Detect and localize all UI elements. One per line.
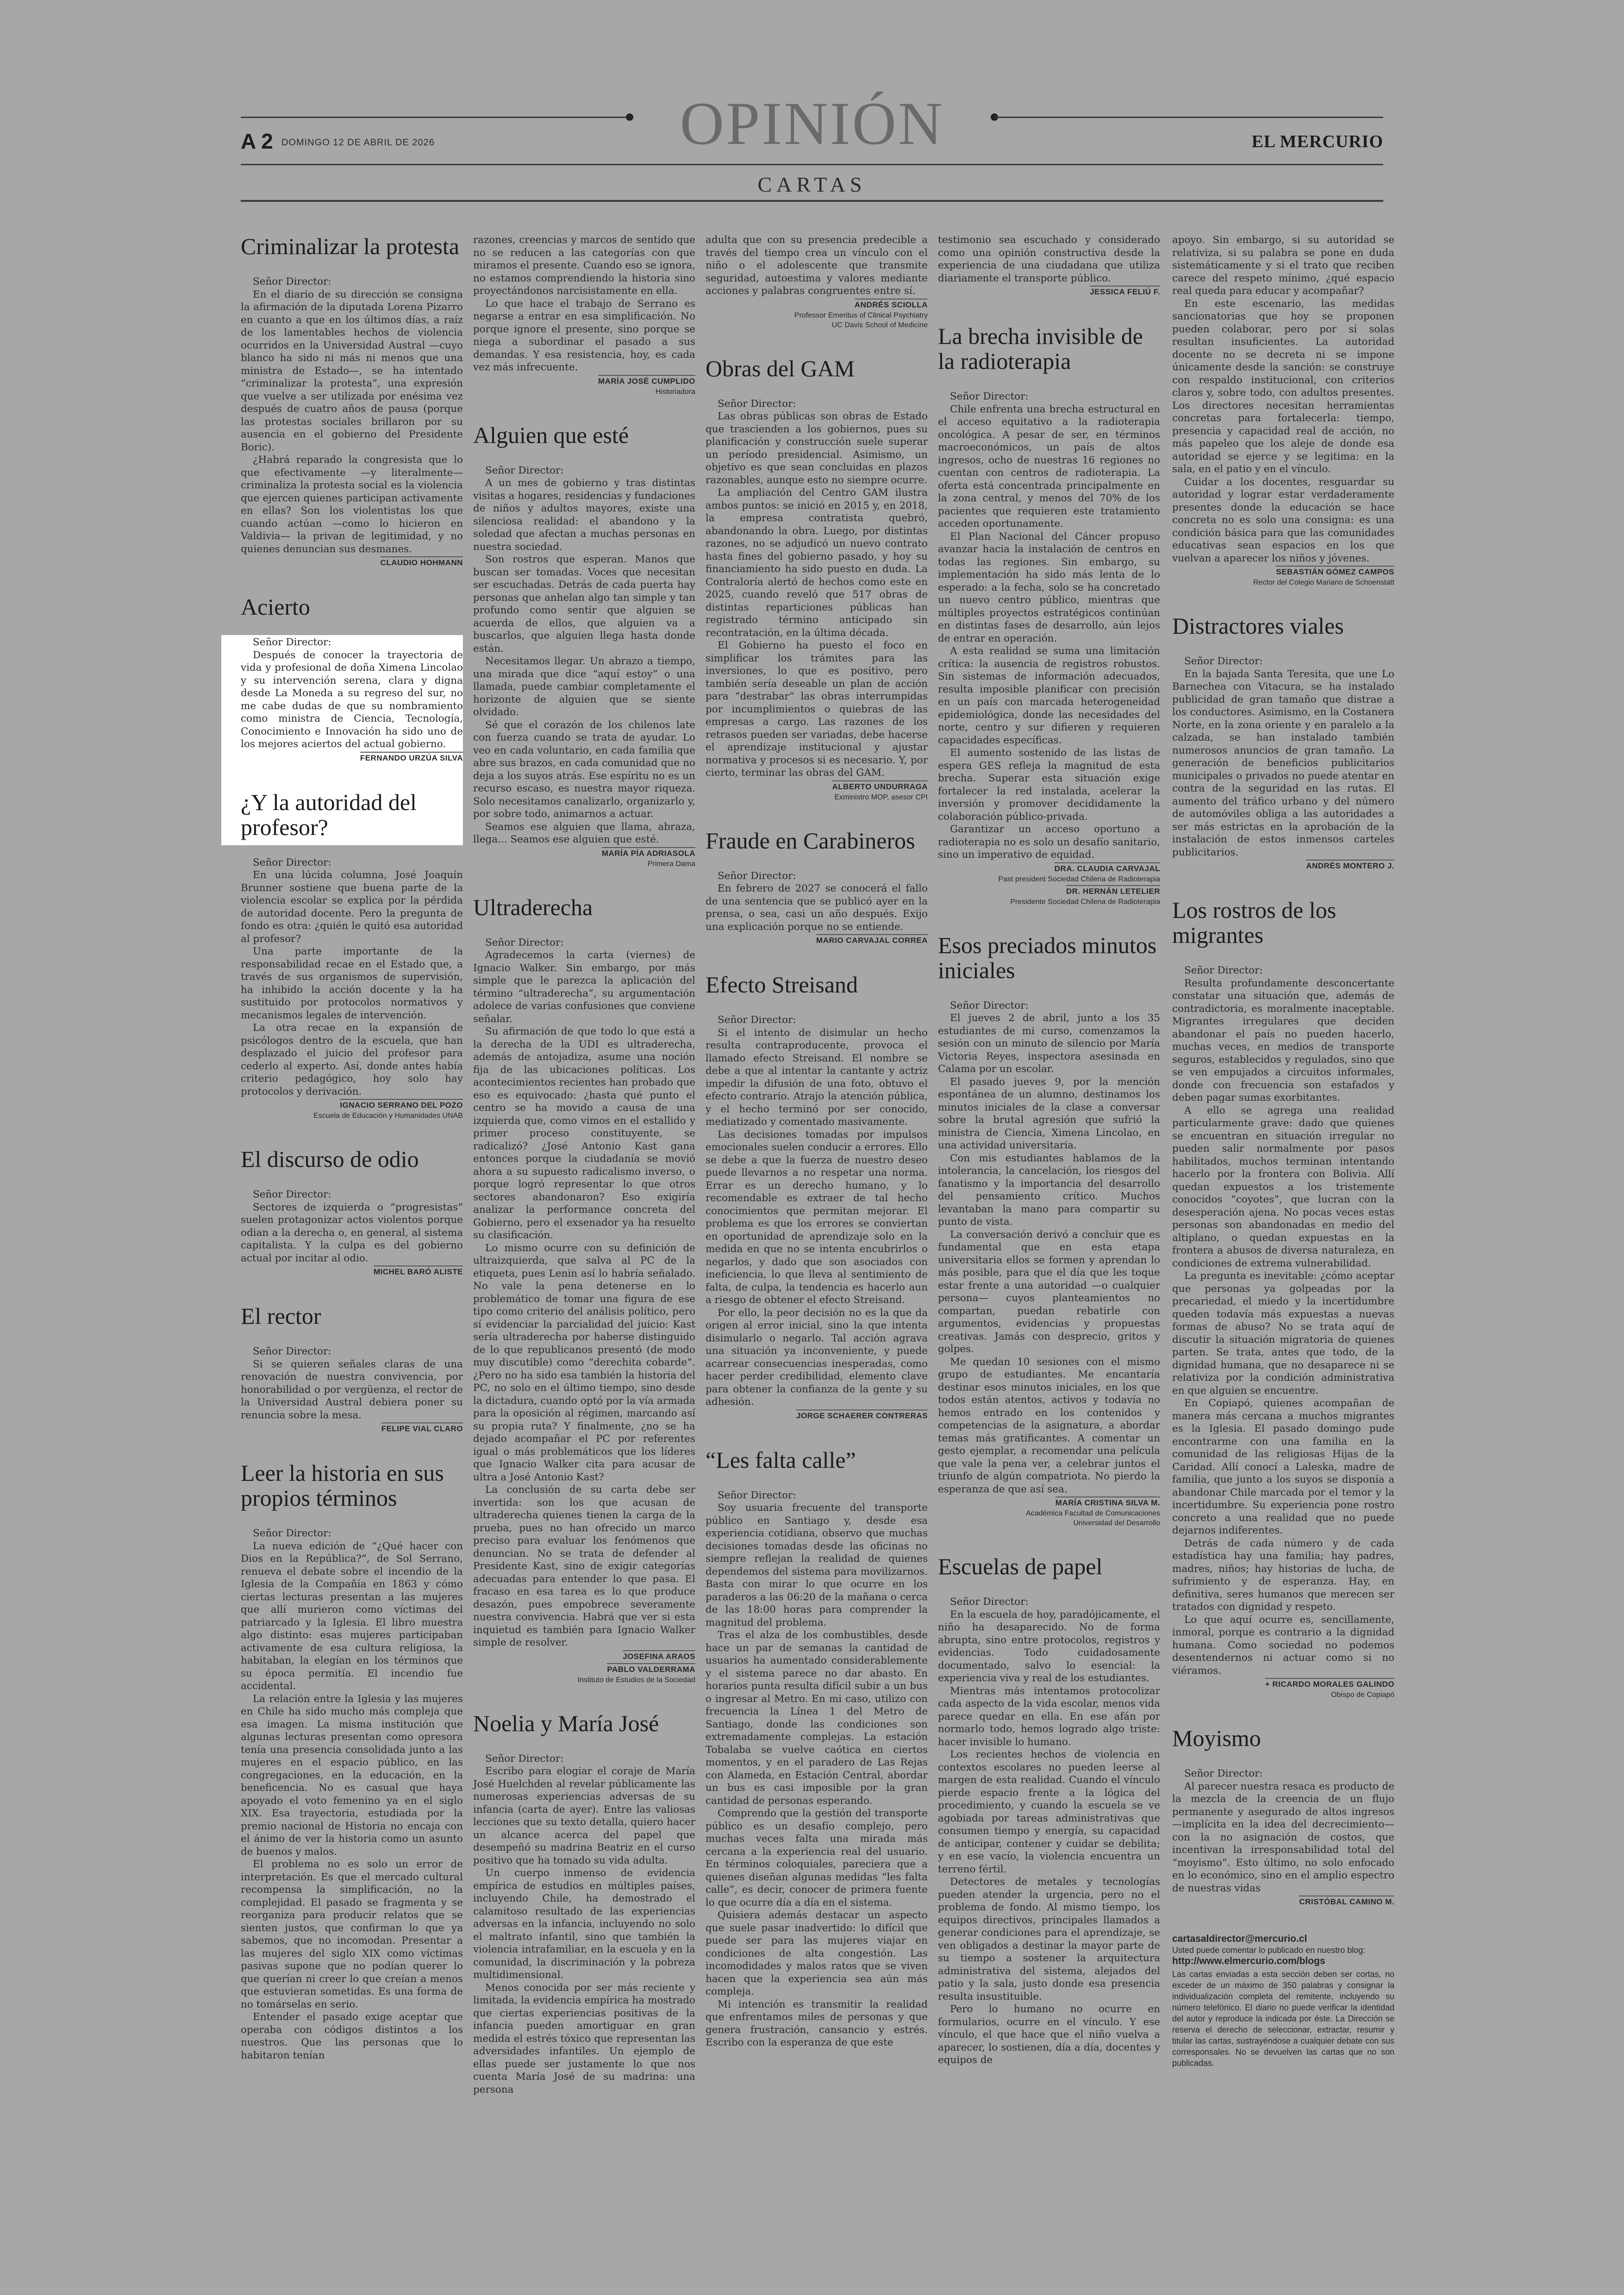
letter-brecha-radioterapia bbox=[938, 324, 1160, 907]
letter-title: Noelia y María José bbox=[473, 1710, 659, 1736]
salutation: Señor Director: bbox=[718, 398, 796, 410]
paragraph: Las obras públicas son obras de Estado que trascienden a los gobiernos, pues su planificación y construcción suele superar un período presidencial. Asimismo, un objetivo es que sean concluidas en plazos razonables, aunque esto no siempre ocurre. bbox=[706, 411, 928, 486]
paragraph: Los recientes hechos de violencia en contextos escolares no pueden leerse al margen de esta realidad. Cuando el vínculo pierde espacio frente a la lógica del procedimiento, y cuando la escuela se ve agobiada por tareas administrativas que consumen tiempo y energía, su capacidad de anticipar, contener y cuidar se debilita; y en ese vacío, la violencia encuentra un terreno fértil. bbox=[938, 1749, 1160, 1875]
paragraph: Al parecer nuestra resaca es producto de la mezcla de la creencia de un flujo permanente y asegurado de altos ingresos —implícita en la idea del decrecimiento— con la no asignación de costos, que incentivan la irresponsabilidad total del “moyismo”. Esto último, no solo enfocado en lo económico, sino en el amplio espectro de nuestras vidas bbox=[1172, 1780, 1394, 1894]
signature: FERNANDO URZÚA SILVA bbox=[241, 753, 463, 764]
signature: MARIO CARVAJAL CORREA bbox=[706, 935, 928, 946]
paragraph: El aumento sostenido de las listas de espera GES refleja la magnitud de esta brecha. Superar esta situación exige fortalecer la red instalada, acelerar la inversión y promover decididamente la colaboración público-privada. bbox=[938, 747, 1160, 823]
paragraph: La relación entre la Iglesia y las mujeres en Chile ha sido mucho más compleja que esa imagen. La misma institución que algunas lecturas presentan como opresora tenía una presencia consolidada junto a las mujeres en el espacio público, en las congregaciones, en la educación, en la beneficencia. No es casual que haya apoyado el voto femenino ya en el siglo XIX. Esa trayectoria, estudiada por la premio nacional de Historia no encaja con el ánimo de ver la historia como un asunto de buenos y malos. bbox=[241, 1693, 463, 1858]
signer-role: Exministro MOP, asesor CPI bbox=[834, 793, 928, 801]
paragraph: Agradecemos la carta (viernes) de Ignacio Walker. Sin embargo, por más simple que le parezca la aplicación del término “ultraderecha”, su argumentación adolece de varias confusiones que conviene señalar. bbox=[473, 949, 695, 1025]
masthead: OPINIÓN bbox=[680, 89, 944, 157]
paragraph: A ello se agrega una realidad particularmente grave: dado que quienes se encuentran en situación irregular no pueden salir normalmente por pasos habilitados, muchos terminan intentando hacerlo por la frontera con Bolivia. Allí quedan expuestos a los tristemente conocidos “coyotes”, que lucran con la desesperación ajena. No pocas veces estas personas son abandonadas en medio del altiplano, o quedan expuestas en la frontera a abusos de diversa naturaleza, en condiciones de extrema vulnerabilidad. bbox=[1172, 1104, 1394, 1269]
signer-role: Académica Facultad de Comunicaciones bbox=[1026, 1509, 1160, 1517]
paragraph: Soy usuaria frecuente del transporte público en Santiago y, desde esa experiencia cotidiana, observo que muchas decisiones tomadas desde las oficinas no siempre reflejan la realidad de quienes dependemos del sistema para movilizarnos. Basta con mirar lo que ocurre en los paraderos a las 06:20 de la mañana o cerca de las 18:00 horas para comprender la magnitud del problema. bbox=[706, 1502, 928, 1628]
salutation: Señor Director: bbox=[485, 936, 564, 948]
paragraph: Las decisiones tomadas por impulsos emocionales suelen conducir a errores. Ello se debe a que la fuerza de nuestro deseo puede llevarnos a no respetar una norma. Errar es un derecho humano, y lo recomendable es extraer de tal hecho conocimientos que permitan mejorar. El problema es que los errores se conviertan en oportunidad de aprendizaje solo en la medida en que no se intenta encubrirlos o negarlos, y dado que son asociados con ineficiencia, lo que lleva al sentimiento de falta, de culpa, la tendencia es hacerlo aun a riesgo de obtener el efecto Streisand. bbox=[706, 1129, 928, 1306]
signer-role: Primera Dama bbox=[647, 860, 695, 868]
signature: ANDRÉS SCIOLLA bbox=[706, 299, 928, 311]
paragraph: Detrás de cada número y de cada estadística hay una familia; hay padres, madres, niños; hay historias de lucha, de sufrimiento y de esperanza. Hay, en definitiva, seres humanos que merecen ser tratados con dignidad y respeto. bbox=[1172, 1537, 1394, 1613]
paragraph: En febrero de 2027 se conocerá el fallo de una sentencia que se publicó ayer en la prensa, o sea, casi un año después. Exijo una explicación porque no se entiende. bbox=[706, 883, 928, 933]
signature: MARÍA JOSÉ CUMPLIDO bbox=[473, 376, 695, 387]
letter-title: Efecto Streisand bbox=[706, 972, 858, 998]
paragraph: Detectores de metales y tecnologías pueden atender la urgencia, pero no el problema de fondo. Al mismo tiempo, los equipos directivos, principales llamados a generar condiciones para el aprendizaje, se ven obligados a destinar la mayor parte de su tiempo a sostener la arquitectura administrativa del sistema, alejados del patio y la sala, justo donde esa presencia resulta insustituible. bbox=[938, 1876, 1160, 2002]
paragraph: A esta realidad se suma una limitación crítica: la ausencia de registros robustos. Sin sistemas de información adecuados, resulta imposible planificar con precisión en un país con marcada heterogeneidad epidemiológica, donde las necesidades del norte, centro y sur difieren y requieren capacidades específicas. bbox=[938, 645, 1160, 746]
signer-role: Presidente Sociedad Chilena de Radioterapia bbox=[1010, 898, 1160, 906]
paragraph: En la bajada Santa Teresita, que une Lo Barnechea con Vitacura, se ha instalado publicidad de gran tamaño que distrae a los conductores. Asimismo, en la Costanera Norte, en la zona oriente y en paralelo a la calzada, se han instalado también numerosos anuncios de gran tamaño. La generación de beneficios publicitarios municipales o privados no puede atentar en contra de la seguridad en las rutas. El aumento del tráfico urbano y del número de automóviles obliga a las autoridades a ser más estrictas en la aprobación de la instalación de estos inmensos carteles publicitarios. bbox=[1172, 668, 1394, 858]
salutation: Señor Director: bbox=[1184, 965, 1263, 976]
paragraph: Cuidar a los docentes, resguardar su autoridad y lograr estar verdaderamente presentes donde la educación se hace concreta no es solo una consigna: es una condición básica para que las comunidades educativas sean espacios en los que vuelvan a aparecer los niños y jóvenes. bbox=[1172, 476, 1394, 564]
signer-role: Professor Emeritus of Clinical Psychiatry bbox=[794, 311, 928, 319]
newspaper-brand: EL MERCURIO bbox=[1251, 132, 1383, 151]
letter-les-falta-calle-cont bbox=[938, 234, 1160, 298]
column-1 bbox=[241, 234, 463, 2088]
paragraph: El pasado jueves 9, por la mención espontánea de un alumno, destinamos los minutos iniciales de la clase a conversar sobre la brutal agresión que sufrió la ministra de Ciencia, Ximena Lincolao, en una actividad universitaria. bbox=[938, 1076, 1160, 1151]
paragraph: La conclusión de su carta debe ser invertida: son los que acusan de ultraderecha quienes tienen la carga de la prueba, pues no han ofrecido un marco preciso para evaluar los fenómenos que denuncian. No se trata de defender al Presidente Kast, sino de exigir categorías adecuadas para entender lo que pasa. El fracaso en esa tarea es lo que produce desazón, pues empobrece severamente nuestra convivencia. Habrá que ver si esta inquietud es también para Ignacio Walker simple de resolver. bbox=[473, 1484, 695, 1648]
letter-minutos-iniciales bbox=[938, 933, 1160, 1528]
paragraph: Me quedan 10 sesiones con el mismo grupo de estudiantes. Me encantaría destinar esos minutos iniciales, en los que todos están atentos, activos y todavía no hemos entrado en los contenidos y competencias de la asignatura, a abordar temas más gratificantes. A comentar un gesto ejemplar, a recomendar una película que vale la pena ver, a celebrar juntos el triunfo de algún compatriota. No pierdo la esperanza de que así sea. bbox=[938, 1356, 1160, 1495]
letter-leer-historia bbox=[241, 1460, 463, 2062]
paragraph: Comprendo que la gestión del transporte público es un desafío complejo, pero muchas veces falta una mirada más cercana a la experiencia real del usuario. En términos coloquiales, pareciera que a quienes diseñan algunas medidas “les falta calle”, es decir, conocer de primera fuente lo que ocurre día a día en el sistema. bbox=[706, 1808, 928, 1908]
paragraph: El Plan Nacional del Cáncer propuso avanzar hacia la instalación de centros en todas las regiones. Sin embargo, su implementación ha sido más lenta de lo esperado: a la fecha, solo se ha concretado un nuevo centro público, mientras que múltiples proyectos estratégicos continúan en distintas fases de desarrollo, aún lejos de entrar en operación. bbox=[938, 530, 1160, 644]
letters-rules: Las cartas enviadas a esta sección deben ser cortas, no exceder de un máximo de 350 palabras y consignar la individualización completa del remitente, incluyendo su número telefónico. El diario no puede verificar la identidad del autor y reproduce la indicada por éste. La Dirección se reserva el derecho de seleccionar, extractar, resumir y titular las cartas, sustrayéndose a cualquier debate con sus corresponsales. No se devuelven las cartas que no son publicadas. bbox=[1172, 1970, 1394, 2068]
salutation: Señor Director: bbox=[718, 1489, 796, 1501]
salutation: Señor Director: bbox=[1184, 655, 1263, 667]
letter-criminalizar bbox=[241, 234, 463, 568]
issue-date: DOMINGO 12 DE ABRIL DE 2026 bbox=[281, 137, 435, 148]
paragraph: Chile enfrenta una brecha estructural en el acceso equitativo a la radioterapia oncológica. A pesar de ser, en términos macroeconómicos, un país de altos ingresos, ocho de nuestras 16 regiones no cuentan con centros de radioterapia. La oferta está concentrada principalmente en la zona central, y menos del 70% de los pacientes que requieren este tratamiento acceden oportunamente. bbox=[938, 403, 1160, 530]
paragraph: En la escuela de hoy, paradójicamente, el niño ha desaparecido. No de forma abrupta, sino entre protocolos, registros y evidencias. Todo cuidadosamente documentado, salvo lo esencial: la experiencia viva y real de los estudiantes. bbox=[938, 1609, 1160, 1684]
paragraph: El Gobierno ha puesto el foco en simplificar los trámites para las inversiones, lo que es positivo, pero también sería deseable un plan de acción para “destrabar” las obras interrumpidas por incumplimientos o quiebras de las empresas a cargo. Las razones de los retrasos pueden ser variadas, debe hacerse el aprendizaje institucional y ajustar normativa y procesos si es necesario. Y, por cierto, terminar las obras del GAM. bbox=[706, 640, 928, 779]
letter-moyismo bbox=[1172, 1726, 1394, 1908]
salutation: Señor Director: bbox=[253, 1528, 331, 1539]
signature: DRA. CLAUDIA CARVAJAL bbox=[938, 863, 1160, 874]
paragraph: Lo que aquí ocurre es, sencillamente, inmoral, porque es contrario a la dignidad humana. Como sociedad no podemos desentendernos ni actuar como si no viéramos. bbox=[1172, 1614, 1394, 1677]
letter-discurso-odio bbox=[241, 1147, 463, 1278]
letter-acierto bbox=[241, 594, 463, 764]
paragraph: adulta que con su presencia predecible a través del tiempo crea un vínculo con el niño o el adolescente que transmite seguridad, autoestima y valores mediante acciones y palabras congruentes entre sí. bbox=[706, 234, 928, 297]
paragraph: Si el intento de disimular un hecho resulta contraproducente, provoca el llamado efecto Streisand. El nombre se debe a que al intentar la cantante y actriz impedir la difusión de una foto, obtuvo el efecto contrario. Atrajo la atención pública, y el hecho terminó por ser conocido, mediatizado y comentado masivamente. bbox=[706, 1027, 928, 1128]
letter-noelia-cont bbox=[706, 234, 928, 330]
letter-obras-gam bbox=[706, 356, 928, 802]
letter-escuelas-papel-cont bbox=[1172, 234, 1394, 587]
paragraph: Quisiera además destacar un aspecto que suele pasar inadvertido: lo difícil que puede ser para las mujeres viajar en condiciones de alta congestión. Las incomodidades y malos ratos que se viven hacen que la experiencia sea aún más compleja. bbox=[706, 1909, 928, 1997]
blog-link[interactable]: http://www.elmercurio.com/blogs bbox=[1172, 1956, 1325, 1966]
signature: CLAUDIO HOHMANN bbox=[241, 557, 463, 568]
column-2 bbox=[473, 234, 695, 2122]
letter-autoridad-profesor bbox=[241, 790, 463, 1121]
paragraph: Tras el alza de los combustibles, desde hace un par de semanas la cantidad de usuarios ha aumentado considerablemente y el sistema parece no dar abasto. En horarios punta resulta difícil subir a un bus o ingresar al Metro. En mi caso, utilizo con frecuencia la Línea 1 del Metro de Santiago, donde las condiciones son extremadamente complejas. La estación Tobalaba se vuelve caótica en ciertos momentos, y en el paradero de Las Rejas con Alameda, en Estación Central, abordar un bus es casi imposible por la gran cantidad de personas esperando. bbox=[706, 1629, 928, 1807]
paragraph: ¿Habrá reparado la congresista que lo que efectivamente —y literalmente— criminaliza la protesta social es la violencia que ejercen quienes participan activamente en ellas? Son los violentistas los que cuando actúan —como lo hicieron en Valdivia— la privan de legitimidad, y no quienes denuncian sus desmanes. bbox=[241, 454, 463, 555]
contact-box bbox=[1172, 1933, 1394, 2069]
letter-ultraderecha bbox=[473, 895, 695, 1685]
paragraph: En este escenario, las medidas sancionatorias que hoy se proponen pueden colaborar, pero por sí solas resultan insuficientes. La autoridad docente no se decreta ni se impone únicamente desde la sanción: se construye con respaldo institucional, con criterios claros y, sobre todo, con adultos presentes. Los directores necesitan herramientas concretas para fortalecerla: tiempo, presencia y capacidad real de acción, no más papeleo que los aleje de donde esa autoridad se ejerce y se legitima: en la sala, en el patio y en el vínculo. bbox=[1172, 298, 1394, 475]
letter-title: Leer la historia en sus propios términos bbox=[241, 1460, 444, 1511]
paragraph: Resulta profundamente desconcertante constatar una situación que, además de contradictoria, es moralmente inaceptable. Migrantes irregulares que deciden abandonar el país no pueden hacerlo, muchas veces, en medios de transporte seguros, establecidos y regulados, sino que se ven empujados a circuitos informales, donde con frecuencia son estafados y deben pagar sumas exorbitantes. bbox=[1172, 977, 1394, 1104]
paragraph: Pero lo humano no ocurre en formularios, ocurre en el vínculo. Y ese vínculo, el que hace que el niño vuelva a aparecer, lo sostienen, día a día, docentes y equipos de bbox=[938, 2003, 1160, 2066]
paragraph: En Copiapó, quienes acompañan de manera más cercana a muchos migrantes es la Iglesia. El pasado domingo pude encontrarme con una familia en la comunidad de las religiosas Hijas de la Caridad. Allí conocí a Laleska, madre de familia, que junto a los suyos se disponía a abandonar Chile marcada por el temor y la incertidumbre. Su experiencia pone rostro concreto a una realidad que no puede dejarnos indiferentes. bbox=[1172, 1397, 1394, 1536]
letter-efecto-streisand bbox=[706, 972, 928, 1422]
signature: IGNACIO SERRANO DEL POZO bbox=[241, 1100, 463, 1111]
letter-el-rector bbox=[241, 1303, 463, 1434]
signature: JORGE SCHAERER CONTRERAS bbox=[706, 1410, 928, 1422]
letter-title: Moyismo bbox=[1172, 1725, 1261, 1751]
letter-les-falta-calle bbox=[706, 1447, 928, 2049]
paragraph: En el diario de su dirección se consigna la afirmación de la diputada Lorena Pizarro en cuanto a que en los últimos días, a raíz de los lamentables hechos de violencia ocurridos en la Universidad Austral —cuyo blanco ha sido ni más ni menos que una ministra de Estado—, se ha intentado “criminalizar la protesta”, una expresión que vuelve a ser utilizada por enésima vez después de cuatro años de pausa (porque las protestas sociales brillaron por su ausencia en el gobierno del Presidente Boric). bbox=[241, 288, 463, 453]
letter-title: ¿Y la autoridad del profesor? bbox=[241, 789, 417, 840]
paragraph: Con mis estudiantes hablamos de la intolerancia, la cancelación, los riesgos del fanatismo y la importancia del desarrollo del pensamiento crítico. Muchos levantaban la mano para compartir su punto de vista. bbox=[938, 1152, 1160, 1228]
letter-noelia-maria-jose bbox=[473, 1711, 695, 2096]
paragraph: Mi intención es transmitir la realidad que enfrentamos miles de personas y que genera frustración, cansancio y estrés. Escribo con la esperanza de que este bbox=[706, 1998, 928, 2048]
column-3 bbox=[706, 234, 928, 2075]
paragraph: A un mes de gobierno y tras distintas visitas a hogares, residencias y fundaciones de niños y adultos mayores, existe una silenciosa realidad: el abandono y la soledad que afectan a muchas personas en nuestra sociedad. bbox=[473, 477, 695, 553]
letter-title: Esos preciados minutos iniciales bbox=[938, 932, 1157, 983]
paragraph: Lo mismo ocurre con su definición de ultraizquierda, que salva al PC de la etiqueta, pues Lenin así lo habría señalado. No vale la pena detenerse en lo problemático de tomar una figura de ese tipo como criterio del análisis político, pero sí evidenciar la parcialidad del juicio: Kast sería ultraderecha por haberse distinguido de lo que republicanos presentó (de modo muy discutible) como “derechita cobarde”. ¿Pero no ha sido esa también la historia del PC, no solo en el último tiempo, sino desde la dictadura, cuando optó por la vía armada para la oposición al régimen, marcando así su propia ruta? Y finalmente, ¿no se ha dejado acompañar el PC por referentes igual o más problemáticos que los líderes que Ignacio Walker cita para acusar de ultra a José Antonio Kast? bbox=[473, 1242, 695, 1483]
salutation: Señor Director: bbox=[253, 276, 331, 287]
letter-fraude-carabineros bbox=[706, 828, 928, 947]
letter-title: Los rostros de los migrantes bbox=[1172, 897, 1337, 948]
salutation: Señor Director: bbox=[485, 1752, 564, 1765]
paragraph: Sectores de izquierda o “progresistas” suelen protagonizar actos violentos porque odian a la derecha o, en general, al sistema capitalista. Y la culpa es del gobierno actual por incitar al odio. bbox=[241, 1201, 463, 1264]
signature: MARÍA CRISTINA SILVA M. bbox=[938, 1497, 1160, 1509]
paragraph: testimonio sea escuchado y considerado como una opinión constructiva desde la experiencia de una ciudadana que utiliza diariamente el transporte público. bbox=[938, 234, 1160, 284]
letter-title: “Les falta calle” bbox=[706, 1447, 856, 1473]
paragraph: razones, creencias y marcos de sentido que no se reducen a las categorías con que miramos el presente. Cuando eso se ignora, no estamos comprendiendo la historia sino proyectándonos narcisistamente en ella. bbox=[473, 234, 695, 297]
signature: CRISTÓBAL CAMINO M. bbox=[1172, 1896, 1394, 1908]
paragraph: Escribo para elogiar el coraje de María José Huelchden al revelar públicamente las numerosas experiencias adversas de su infancia (carta de ayer). Entre las valiosas lecciones que su texto detalla, quiero hacer un alcance acerca del papel que desempeñó su madrina Beatriz en el curso positivo que ha tomado su vida adulta. bbox=[473, 1765, 695, 1866]
contact-email[interactable]: cartasaldirector@mercurio.cl bbox=[1172, 1933, 1307, 1944]
paragraph: Garantizar un acceso oportuno a radioterapia no es solo un desafío sanitario, sino un imperativo de equidad. bbox=[938, 823, 1160, 861]
paragraph: Entender el pasado exige aceptar que operaba con códigos distintos a los nuestros. Que las personas que lo habitaron tenían bbox=[241, 2011, 463, 2061]
signer-role: Obispo de Copiapó bbox=[1331, 1691, 1394, 1699]
paragraph: apoyo. Sin embargo, si su autoridad se relativiza, si su palabra se pone en duda sistemáticamente y si el trato que reciben carece del respeto mínimo, ¿qué espacio real queda para educar y acompañar? bbox=[1172, 234, 1394, 297]
signature: FELIPE VIAL CLARO bbox=[241, 1423, 463, 1434]
paragraph: La otra recae en la expansión de psicólogos dentro de la escuela, que han desplazado el juicio del profesor para cederlo al experto. Así, donde antes había criterio pedagógico, hoy solo hay protocolos y derivación. bbox=[241, 1022, 463, 1098]
paragraph: Lo que hace el trabajo de Serrano es negarse a entrar en esa simplificación. No porque ignore el presente, sino porque se niega a subordinar el pasado a sus demandas. Y esa resistencia, hoy, es cada vez más infrecuente. bbox=[473, 298, 695, 373]
letter-title: Distractores viales bbox=[1172, 613, 1344, 639]
paragraph: Después de conocer la trayectoria de vida y profesional de doña Ximena Lincolao y su intervención serena, clara y digna desde La Moneda a su regreso del sur, no me cabe dudas de que su nombramiento como ministra de Ciencia, Tecnología, Conocimiento e Innovación ha sido uno de los mejores aciertos del actual gobierno. bbox=[241, 649, 463, 750]
letter-title: Fraude en Carabineros bbox=[706, 827, 915, 854]
signer-role: Rector del Colegio Mariano de Schoenstatt bbox=[1253, 579, 1394, 586]
salutation: Señor Director: bbox=[718, 1014, 796, 1026]
paragraph: Necesitamos llegar. Un abrazo a tiempo, una mirada que dice “aquí estoy” o una llamada, puede cambiar completamente el horizonte de alguien que se siente olvidado. bbox=[473, 655, 695, 718]
salutation: Señor Director: bbox=[253, 1189, 331, 1200]
header-rule-bottom bbox=[241, 200, 1383, 202]
letter-title: La brecha invisible de la radioterapia bbox=[938, 323, 1143, 374]
letter-title: Acierto bbox=[241, 594, 310, 620]
salutation: Señor Director: bbox=[950, 999, 1029, 1011]
paragraph: Su afirmación de que todo lo que está a la derecha de la UDI es ultraderecha, además de antojadiza, asume una noción fija de las ubicaciones políticas. Los acontecimientos recientes han probado que eso es equivocado: ¿hasta qué punto el centro se ha movido a causa de una izquierda que, como vimos en el estallido y primer proceso constituyente, se radicalizó? ¿José Antonio Kast gana entonces porque la ciudadanía se movió ahora a su supuesto radicalismo inverso, o porque logró representar lo que otros sectores abandonaron? Eso exigiría analizar la performance concreta del Gobierno, pero el exsenador ya ha resuelto su clasificación. bbox=[473, 1026, 695, 1241]
paragraph: Son rostros que esperan. Manos que buscan ser tomadas. Voces que necesitan ser escuchadas. Detrás de cada puerta hay personas que anhelan algo tan simple y tan profundo como sentir que alguien se acuerda de ellos, que alguien va a buscarlos, que alguien llega hasta donde están. bbox=[473, 554, 695, 655]
letter-distractores-viales bbox=[1172, 613, 1394, 872]
salutation: Señor Director: bbox=[485, 464, 564, 476]
paragraph: La ampliación del Centro GAM ilustra ambos puntos: se inició en 2015 y, en 2018, la empresa contratista quebró, abandonando la obra. Luego, por distintas razones, no se adjudicó un nuevo contrato hasta fines del gobierno pasado, y hoy su financiamiento ha sido puesto en duda. La Contraloría alertó de hechos como este en 2025, cuando reveló que 517 obras de distintas reparticiones públicas han registrado término anticipado sin recontratación, en la última década. bbox=[706, 487, 928, 639]
signer-role: Historiadora bbox=[655, 387, 695, 396]
signer-role: Instituto de Estudios de la Sociedad bbox=[577, 1676, 695, 1684]
page-number: A 2 bbox=[241, 129, 273, 153]
signature: ANDRÉS MONTERO J. bbox=[1172, 861, 1394, 872]
signer-role: Escuela de Educación y Humanidades UNAB bbox=[313, 1112, 463, 1120]
salutation: Señor Director: bbox=[253, 1346, 331, 1357]
signature: ALBERTO UNDURRAGA bbox=[706, 781, 928, 792]
paragraph: La conversación derivó a concluir que es fundamental que en esta etapa universitaria ellos se formen y aprendan lo más posible, para que el día que les toque estar frente a una autoridad —o cualquier persona— cuyos planteamientos no compartan, puedan rebatirle con argumentos, evidencias y propuestas creativas. Jamás con desprecio, gritos y golpes. bbox=[938, 1229, 1160, 1355]
letter-leer-historia-cont bbox=[473, 234, 695, 397]
section-title: CARTAS bbox=[757, 173, 867, 196]
signature: DR. HERNÁN LETELIER bbox=[938, 886, 1160, 897]
letter-title: Ultraderecha bbox=[473, 894, 593, 920]
paragraph: Menos conocida por ser más reciente y limitada, la evidencia empírica ha mostrado que ciertas experiencias positivas de la infancia pueden amortiguar en gran medida el estrés tóxico que representan las adversidades infantiles. Un ejemplo de ellas puede ser justamente lo que nos cuenta María José de su madrina: una persona bbox=[473, 1982, 695, 2095]
signer-role: Past president Sociedad Chilena de Radioterapia bbox=[998, 875, 1160, 883]
header-rule-top bbox=[241, 164, 1383, 165]
signer-role: UC Davis School of Medicine bbox=[831, 321, 928, 329]
paragraph: Por ello, la peor decisión no es la que da origen al error inicial, sino la que intenta disimularlo o negarlo. Tal acción agrava una situación ya inconveniente, y puede acarrear consecuencias inesperadas, como hacer perder credibilidad, elemento clave para obtener la confianza de la gente y su adhesión. bbox=[706, 1307, 928, 1408]
paragraph: Una parte importante de la responsabilidad recae en el Estado que, a través de sus organismos de supervisión, ha inhibido la acción docente y la ha sustituido por protocolos normativos y mecanismos legales de intervención. bbox=[241, 946, 463, 1021]
column-5 bbox=[1172, 234, 1394, 2069]
signature: MARÍA PÍA ADRIASOLA bbox=[473, 848, 695, 859]
salutation: Señor Director: bbox=[253, 636, 331, 648]
paragraph: El problema no es solo un error de interpretación. Es que el mercado cultural recompensa la simplificación, no la complejidad. El pasado se fragmenta y se reorganiza para producir relatos que se sienten justos, que confirman lo que ya sabemos, que no incomodan. Presentar a las mujeres del siglo XIX como víctimas pasivas supone que no podían querer lo que querían ni creer lo que creían a menos que estuvieran sometidas. Es una forma de no tomárselas en serio. bbox=[241, 1858, 463, 2010]
paragraph: Seamos ese alguien que llama, abraza, llega... Seamos ese alguien que esté. bbox=[473, 821, 695, 845]
letter-alguien-que-este bbox=[473, 423, 695, 869]
letter-title: El rector bbox=[241, 1303, 321, 1329]
paragraph: Si se quieren señales claras de una renovación de nuestra convivencia, por honorabilidad o por vergüenza, el rector de la Universidad Austral debiera poner su renuncia sobre la mesa. bbox=[241, 1358, 463, 1421]
paragraph: La pregunta es inevitable: ¿cómo aceptar que personas ya golpeadas por la precariedad, el miedo y la incertidumbre queden todavía más expuestas a nuevas formas de abuso? No se trata aquí de discutir la situación migratoria de quienes parten. Se trata, antes que todo, de la dignidad humana, que no desaparece ni se relativiza por la condición administrativa en que alguien se encuentre. bbox=[1172, 1270, 1394, 1397]
letter-rostros-migrantes bbox=[1172, 898, 1394, 1700]
salutation: Señor Director: bbox=[718, 870, 796, 882]
signature: MICHEL BARÓ ALISTE bbox=[241, 1266, 463, 1278]
paragraph: Mientras más intentamos protocolizar cada aspecto de la vida escolar, menos vida parece quedar en ella. En ese afán por normarlo todo, hemos logrado algo triste: hacer invisible lo humano. bbox=[938, 1685, 1160, 1748]
letter-title: El discurso de odio bbox=[241, 1146, 419, 1172]
paragraph: Sé que el corazón de los chilenos late con fuerza cuando se trata de ayudar. Lo veo en cada voluntario, en cada familia que abre sus brazos, en cada comunidad que no deja a los suyos atrás. Ese espíritu no es un recurso escaso, es nuestra mayor riqueza. Solo necesitamos canalizarlo, organizarlo y, por sobre todo, animarnos a actuar. bbox=[473, 719, 695, 820]
column-4 bbox=[938, 234, 1160, 2093]
paragraph: En una lúcida columna, José Joaquín Brunner sostiene que buena parte de la violencia escolar se explica por la pérdida de autoridad docente. Pero la pregunta de fondo es otra: ¿quién le quitó esa autoridad al profesor? bbox=[241, 869, 463, 945]
signature: JOSEFINA ARAOS bbox=[473, 1651, 695, 1662]
letter-escuelas-papel bbox=[938, 1554, 1160, 2067]
letter-title: Alguien que esté bbox=[473, 422, 629, 448]
letter-title: Escuelas de papel bbox=[938, 1553, 1103, 1579]
paragraph: Un cuerpo inmenso de evidencia empírica de estudios en múltiples países, incluyendo Chile, ha demostrado el calamitoso resultado de las experiencias adversas en la infancia, incluyendo no solo el maltrato infantil, sino que también la violencia intrafamiliar, en la escuela y en la comunidad, la discriminación y la pobreza multidimensional. bbox=[473, 1867, 695, 1981]
signer-role: Universidad del Desarrollo bbox=[1073, 1519, 1160, 1527]
letter-title: Obras del GAM bbox=[706, 355, 855, 381]
signature: JESSICA FELIÚ F. bbox=[938, 287, 1160, 298]
paragraph: La nueva edición de “¿Qué hacer con Dios en la República?”, de Sol Serrano, renueva el debate sobre el incendio de la Iglesia de la Compañía en 1863 y cómo ciertas lecturas presentan a las mujeres que allí murieron como víctimas del patriarcado y la Iglesia. El libro muestra algo distinto: esas mujeres participaban activamente de esa cultura religiosa, la habitaban, la elegían en los términos que su época permitía. El incendio fue accidental. bbox=[241, 1540, 463, 1692]
salutation: Señor Director: bbox=[1184, 1768, 1263, 1779]
signature: SEBASTIÁN GÓMEZ CAMPOS bbox=[1172, 567, 1394, 578]
signature: PABLO VALDERRAMA bbox=[473, 1664, 695, 1675]
salutation: Señor Director: bbox=[950, 1596, 1029, 1608]
letter-title: Criminalizar la protesta bbox=[241, 233, 460, 259]
blog-intro: Usted puede comentar lo publicado en nuestro blog: bbox=[1172, 1946, 1366, 1955]
signature: + RICARDO MORALES GALINDO bbox=[1172, 1679, 1394, 1690]
salutation: Señor Director: bbox=[950, 391, 1029, 402]
salutation: Señor Director: bbox=[253, 856, 331, 868]
paragraph: El jueves 2 de abril, junto a los 35 estudiantes de mi curso, comenzamos la sesión con un minuto de silencio por María Victoria Reyes, inspectora asesinada en Calama por un escolar. bbox=[938, 1012, 1160, 1075]
